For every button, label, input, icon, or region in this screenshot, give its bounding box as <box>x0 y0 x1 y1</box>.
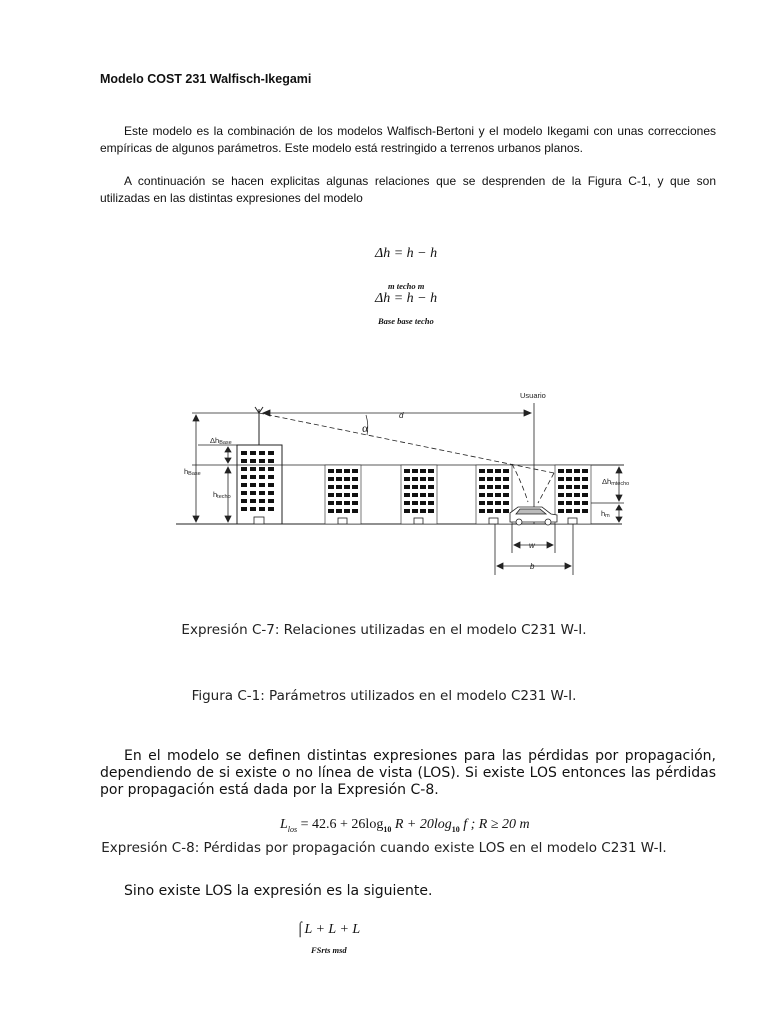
label-h-base: hBase <box>184 467 201 477</box>
label-w: w <box>529 541 535 550</box>
cost231-diagram <box>170 385 630 580</box>
label-alpha: α <box>362 421 369 435</box>
label-h-techo: htecho <box>213 490 231 500</box>
formula-los: $L_{los} = 42.6 + 26\log_{10}$ $R + 20\log_{10}$ f ; R ≥ 20 m <box>280 817 530 834</box>
relations-paragraph-text: A continuación se hacen explicitas algunas relaciones que se desprenden de la Figura C-1, y que son utilizadas en las distintas expresiones del modelo <box>100 174 716 205</box>
label-b: b <box>530 562 535 571</box>
formula-delta-h-base-subscripts: Base base techo <box>378 316 434 326</box>
no-los-paragraph <box>100 883 716 900</box>
relations-paragraph <box>100 173 716 207</box>
car-icon <box>510 507 557 525</box>
formula-delta-h-m: Δh = h − h <box>375 246 438 261</box>
label-usuario: Usuario <box>520 391 546 400</box>
los-paragraph <box>100 748 716 799</box>
formula-delta-h-m-subscripts: m techo m <box>388 281 425 291</box>
base-station-building <box>237 445 282 524</box>
document-title: Modelo COST 231 Walfisch-Ikegami <box>100 72 312 86</box>
caption-figura-c1: Figura C-1: Parámetros utilizados en el modelo C231 W-I. <box>191 688 577 704</box>
caption-expresion-c7: Expresión C-7: Relaciones utilizadas en el modelo C231 W-I. <box>181 622 587 638</box>
building-2 <box>325 465 361 524</box>
no-los-paragraph-text: Sino existe LOS la expresión es la siguiente. <box>124 883 433 899</box>
formula-delta-h-base: Δh = h − h <box>375 291 438 306</box>
label-delta-h-m: Δhmtecho <box>602 477 630 487</box>
intro-paragraph <box>100 123 716 157</box>
building-5 <box>555 465 591 524</box>
formula-nlos: ⌠L + L + L <box>296 922 361 937</box>
los-paragraph-text: En el modelo se definen distintas expresiones para las pérdidas por propagación, dependiendo de si existe o no línea de vista (LOS). Si existe LOS entonces las pérdidas por propagación está dada por la Expresión C-8. <box>100 748 716 798</box>
building-3 <box>401 465 437 524</box>
label-d: d <box>399 411 404 420</box>
caption-expresion-c8: Expresión C-8: Pérdidas por propagación cuando existe LOS en el modelo C231 W-I. <box>101 840 667 856</box>
building-4 <box>476 465 512 524</box>
distance-d-arrow <box>263 410 531 416</box>
intro-paragraph-text: Este modelo es la combinación de los modelos Walfisch-Bertoni y el modelo Ikegami con unas correcciones empíricas de algunos parámetros. Este modelo está restringido a terrenos urbanos planos. <box>100 124 716 155</box>
label-delta-h-base: ΔhBase <box>210 436 232 446</box>
formula-nlos-subscripts: FSrts msd <box>311 945 347 955</box>
label-h-m: hm <box>601 509 610 519</box>
